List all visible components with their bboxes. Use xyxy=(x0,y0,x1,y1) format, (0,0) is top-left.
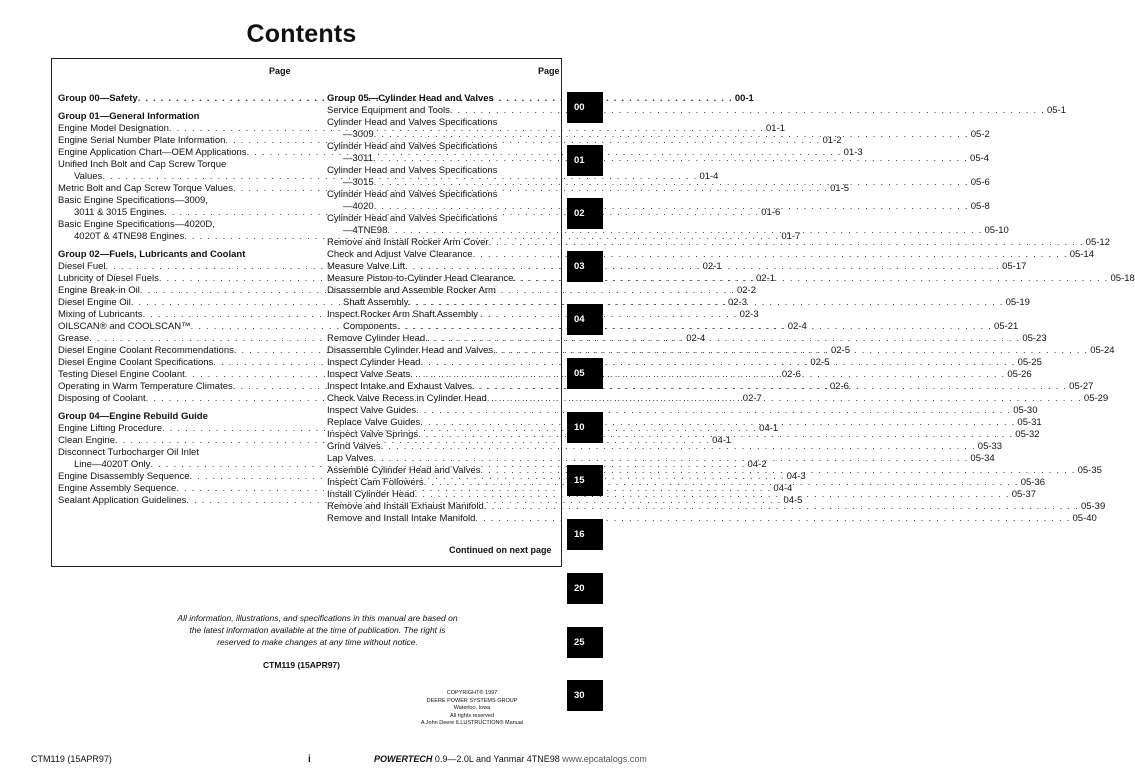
toc-leader-dots xyxy=(473,249,1068,261)
toc-entry-page: 05-8 xyxy=(970,201,990,212)
toc-entry-page: 05-1 xyxy=(1046,105,1066,116)
footer-watermark: www.epcatalogs.com xyxy=(562,754,647,764)
toc-entry-page: 01-7 xyxy=(781,231,801,242)
toc-entry-title: 4020T & 4TNE98 Engines xyxy=(74,231,185,242)
toc-entry-page: 05-31 xyxy=(1017,417,1042,428)
toc-entry-title: Inspect Intake and Exhaust Valves xyxy=(327,381,473,392)
toc-entry[interactable] xyxy=(327,441,1003,453)
toc-leader-dots xyxy=(420,357,1015,369)
toc-entry-page: 01-5 xyxy=(830,183,850,194)
footer-page-number: i xyxy=(308,754,311,765)
toc-entry-title: Check and Adjust Valve Clearance xyxy=(327,249,473,260)
continued-note: Continued on next page xyxy=(449,545,552,555)
toc-entry-title: Sealant Application Guidelines xyxy=(58,495,187,506)
toc-entry-line[interactable]: Cylinder Head and Valves Specifications xyxy=(327,213,498,224)
footer-doc-code: CTM119 (15APR97) xyxy=(31,754,112,764)
disclaimer xyxy=(120,612,515,648)
toc-entry-title: Grease xyxy=(58,333,90,344)
toc-entry-title: Mixing of Lubricants xyxy=(58,309,143,320)
toc-entry-page: 04-1 xyxy=(712,435,732,446)
toc-entry-page: 02-1 xyxy=(702,261,722,272)
toc-entry-title: Line—4020T Only xyxy=(74,459,151,470)
toc-entry-page: 05-27 xyxy=(1069,381,1094,392)
toc-leader-dots xyxy=(487,393,1082,405)
toc-entry-title: —4TNE98 xyxy=(343,225,388,236)
section-tab-25[interactable]: 25 xyxy=(567,627,603,658)
toc-entry-page: 01-2 xyxy=(822,135,842,146)
toc-entry-page: 05-6 xyxy=(970,177,990,188)
toc-entry[interactable] xyxy=(327,177,990,189)
copyright-block xyxy=(392,690,552,728)
toc-group-heading[interactable]: Group 01—General Information xyxy=(58,111,200,122)
toc-entry-line[interactable]: Cylinder Head and Valves Specifications xyxy=(327,117,498,128)
toc-entry-title: Values xyxy=(74,171,103,182)
toc-entry[interactable] xyxy=(327,237,1110,249)
toc-entry-title: Engine Application Chart—OEM Applications xyxy=(58,147,247,158)
toc-leader-dots xyxy=(475,513,1070,525)
toc-entry-title: Shaft Assembly xyxy=(343,297,409,308)
toc-entry-title: Engine Break-in Oil xyxy=(58,285,140,296)
toc-entry-title: Engine Disassembly Sequence xyxy=(58,471,190,482)
disclaimer-line: All information, illustrations, and specifications in this manual are based on xyxy=(177,613,458,623)
toc-leader-dots xyxy=(374,177,969,189)
page-column-header-left: Page xyxy=(269,66,291,76)
toc-entry-title: Diesel Engine Coolant Specifications xyxy=(58,357,214,368)
toc-entry-line[interactable]: Cylinder Head and Valves Specifications xyxy=(327,189,498,200)
footer-brand: POWERTECH xyxy=(374,754,433,764)
toc-leader-dots xyxy=(373,153,968,165)
toc-entry-title: Lubricity of Diesel Fuels xyxy=(58,273,159,284)
toc-entry-title: Engine Serial Number Plate Information xyxy=(58,135,226,146)
toc-entry-page: 04-4 xyxy=(773,483,793,494)
toc-entry-line[interactable]: Basic Engine Specifications—4020D, xyxy=(58,219,215,230)
toc-entry-title: Inspect Valve Guides xyxy=(327,405,417,416)
toc-entry-title: —4020 xyxy=(343,201,374,212)
page-column-header-right: Page xyxy=(538,66,560,76)
toc-leader-dots xyxy=(420,417,1015,429)
toc-entry-title: Service Equipment and Tools xyxy=(327,105,450,116)
toc-entry-title: Clean Engine xyxy=(58,435,116,446)
disclaimer-line: the latest information available at the time of publication. The right is xyxy=(189,625,446,635)
toc-entry-page: 01-3 xyxy=(843,147,863,158)
toc-entry-title: Diesel Engine Oil xyxy=(58,297,131,308)
toc-entry-title: Install Cylinder Head xyxy=(327,489,415,500)
section-tab-05[interactable]: 05 xyxy=(567,358,603,389)
toc-leader-dots xyxy=(493,345,1088,357)
toc-entry-page: 02-6 xyxy=(781,369,801,380)
toc-entry-page: 05-39 xyxy=(1080,501,1106,512)
toc-entry-title: Grind Valves xyxy=(327,441,381,452)
toc-entry-page: 05-32 xyxy=(1015,429,1040,440)
section-tab-01[interactable]: 01 xyxy=(567,145,603,176)
copyright-line: COPYRIGHT® 1997 xyxy=(446,690,498,696)
toc-leader-dots xyxy=(410,369,1005,381)
toc-entry-page: 05-17 xyxy=(1002,261,1027,272)
toc-entry-line[interactable]: Unified Inch Bolt and Cap Screw Torque xyxy=(58,159,227,170)
toc-entry-title: Remove and Install Rocker Arm Cover xyxy=(327,237,489,248)
toc-entry-title: —3011 xyxy=(343,153,373,164)
toc-leader-dots xyxy=(489,237,1084,249)
section-tab-20[interactable]: 20 xyxy=(567,573,603,604)
toc-entry-page: 05-21 xyxy=(993,321,1019,332)
toc-entry-page: 05-25 xyxy=(1017,357,1042,368)
section-tab-30[interactable]: 30 xyxy=(567,680,603,711)
toc-entry-page: 05-19 xyxy=(1005,297,1030,308)
toc-entry-title: Check Valve Recess in Cylinder Head xyxy=(327,393,487,404)
toc-leader-dots xyxy=(424,477,1019,489)
toc-entry-page: 02-4 xyxy=(686,333,706,344)
toc-entry[interactable] xyxy=(327,405,1038,417)
toc-group-heading[interactable]: Group 02—Fuels, Lubricants and Coolant xyxy=(58,249,246,260)
toc-entry-title: Inspect Cylinder Head xyxy=(327,357,421,368)
toc-group-heading[interactable]: Group 04—Engine Rebuild Guide xyxy=(58,411,208,422)
toc-entry-page: 00-1 xyxy=(734,93,754,104)
toc-entry-page: 04-5 xyxy=(783,495,803,506)
toc-entry-title: Testing Diesel Engine Coolant xyxy=(58,369,185,380)
toc-entry-page: 05-29 xyxy=(1083,393,1109,404)
section-tab-15[interactable]: 15 xyxy=(567,465,603,496)
toc-entry-page: 04-1 xyxy=(759,423,779,434)
toc-entry-page: 05-37 xyxy=(1011,489,1037,500)
section-tab-04[interactable]: 04 xyxy=(567,304,603,335)
toc-entry-title: Engine Assembly Sequence xyxy=(58,483,177,494)
toc-entry[interactable] xyxy=(327,153,990,165)
footer-manual-title xyxy=(374,754,647,764)
toc-leader-dots xyxy=(387,225,982,237)
footer-manual-name: 0.9—2.0L and Yanmar 4TNE98 xyxy=(432,754,560,764)
toc-entry-page: 05-40 xyxy=(1072,513,1097,524)
toc-entry-line[interactable]: Cylinder Head and Valves Specifications xyxy=(327,165,498,176)
toc-leader-dots xyxy=(374,201,969,213)
toc-leader-dots xyxy=(405,261,1000,273)
toc-entry[interactable] xyxy=(327,513,1097,525)
toc-entry-line[interactable]: Disconnect Turbocharger Oil Inlet xyxy=(58,447,199,458)
toc-entry-title: Lap Valves xyxy=(327,453,374,464)
toc-entry-page: 05-36 xyxy=(1020,477,1046,488)
toc-entry-title: Remove and Install Intake Manifold xyxy=(327,513,476,524)
toc-entry-title: Engine Model Designation xyxy=(58,123,169,134)
toc-leader-dots xyxy=(374,129,969,141)
toc-entry-page: 05-23 xyxy=(1022,333,1047,344)
toc-entry-page: 05-14 xyxy=(1069,249,1094,260)
toc-entry-line[interactable]: Disassemble and Assemble Rocker Arm xyxy=(327,285,496,296)
toc-entry-title: Disassemble Cylinder Head and Valves xyxy=(327,345,494,356)
toc-entry-title: Diesel Engine Coolant Recommendations xyxy=(58,345,234,356)
toc-entry-title: Diesel Fuel xyxy=(58,261,106,272)
toc-entry-title: OILSCAN® and COOLSCAN™ xyxy=(58,321,191,332)
toc-entry-page: 05-30 xyxy=(1013,405,1038,416)
toc-entry-title: Inspect Valve Springs xyxy=(327,429,419,440)
toc-entry-line[interactable]: Inspect Rocker Arm Shaft Assembly xyxy=(327,309,479,320)
toc-entry-page: 01-1 xyxy=(766,123,786,134)
toc-leader-dots xyxy=(415,489,1010,501)
copyright-line: A John Deere ILLUSTRUCTION® Manual xyxy=(420,720,524,726)
toc-leader-dots xyxy=(450,105,1045,117)
toc-leader-dots xyxy=(418,429,1013,441)
toc-entry-line[interactable]: Cylinder Head and Valves Specifications xyxy=(327,141,498,152)
toc-entry-page: 05-24 xyxy=(1090,345,1115,356)
disclaimer-line: reserved to make changes at any time without notice. xyxy=(217,637,418,647)
toc-entry-page: 05-12 xyxy=(1085,237,1110,248)
toc-entry-line[interactable]: Basic Engine Specifications—3009, xyxy=(58,195,208,206)
toc-entry-title: Inspect Valve Seats xyxy=(327,369,411,380)
copyright-line: Waterloo, Iowa xyxy=(453,705,491,711)
copyright-line: DEERE POWER SYSTEMS GROUP xyxy=(426,697,518,704)
toc-leader-dots xyxy=(472,381,1067,393)
toc-entry-page: 05-4 xyxy=(970,153,990,164)
toc-entry-page: 02-6 xyxy=(829,381,849,392)
toc-leader-dots xyxy=(416,405,1011,417)
toc-entry-page: 01-6 xyxy=(761,207,781,218)
toc-entry-title: Replace Valve Guides xyxy=(327,417,421,428)
toc-entry-title: Metric Bolt and Cap Screw Torque Values xyxy=(58,183,233,194)
toc-entry-title: Remove and Install Exhaust Manifold xyxy=(327,501,484,512)
toc-entry-title: Operating in Warm Temperature Climates xyxy=(58,381,233,392)
toc-entry-title: —3015 xyxy=(343,177,374,188)
toc-leader-dots xyxy=(373,453,968,465)
toc-entry-title: Measure Valve Lift xyxy=(327,261,405,272)
toc-entry-title: Group 00—Safety xyxy=(58,93,138,104)
section-tab-02[interactable]: 02 xyxy=(567,198,603,229)
toc-entry-page: 02-3 xyxy=(727,297,747,308)
section-tab-16[interactable]: 16 xyxy=(567,519,603,550)
toc-leader-dots xyxy=(425,333,1020,345)
toc-leader-dots xyxy=(381,441,976,453)
toc-entry-title: Inspect Cam Followers xyxy=(327,477,424,488)
document-code: CTM119 (15APR97) xyxy=(262,660,340,670)
toc-entry-page: 05-34 xyxy=(970,453,995,464)
toc-entry-page: 05-35 xyxy=(1077,465,1102,476)
copyright-line: All rights reserved xyxy=(449,712,495,719)
toc-entry-title: Components xyxy=(343,321,397,332)
toc-entry-page: 02-7 xyxy=(742,393,762,404)
toc-entry-page: 01-4 xyxy=(699,171,719,182)
toc-entry-page: 04-3 xyxy=(786,471,806,482)
toc-entry-title: 3011 & 3015 Engines xyxy=(74,207,165,218)
toc-leader-dots xyxy=(484,501,1079,513)
toc-entry-page: 05-33 xyxy=(977,441,1003,452)
section-tab-00[interactable]: 00 xyxy=(567,92,603,123)
toc-entry[interactable] xyxy=(327,501,1106,513)
page-title: Contents xyxy=(246,20,357,48)
toc-entry-page: 02-2 xyxy=(736,285,756,296)
toc-entry-page: 02-5 xyxy=(830,345,850,356)
toc-entry-title: Disposing of Coolant xyxy=(58,393,146,404)
toc-entry-title: —3009 xyxy=(343,129,374,140)
toc-entry-title: Assemble Cylinder Head and Valves xyxy=(327,465,481,476)
toc-entry-page: 02-5 xyxy=(810,357,830,368)
toc-group-heading[interactable]: Group 05—Cylinder Head and Valves xyxy=(327,93,494,104)
toc-leader-dots xyxy=(408,297,1003,309)
toc-entry-title: Measure Piston-to-Cylinder Head Clearance xyxy=(327,273,514,284)
toc-entry-page: 05-26 xyxy=(1007,369,1032,380)
toc-entry-page: 05-10 xyxy=(984,225,1009,236)
toc-entry-page: 02-4 xyxy=(787,321,807,332)
toc-entry-page: 02-3 xyxy=(739,309,759,320)
toc-entry-page: 05-2 xyxy=(970,129,990,140)
toc-entry-title: Engine Lifting Procedure xyxy=(58,423,163,434)
section-tab-03[interactable]: 03 xyxy=(567,251,603,282)
toc-entry[interactable] xyxy=(327,249,1094,261)
toc-leader-dots xyxy=(397,321,992,333)
toc-entry-page: 02-1 xyxy=(755,273,775,284)
section-tab-10[interactable]: 10 xyxy=(567,412,603,443)
toc-entry-title: Remove Cylinder Head xyxy=(327,333,426,344)
toc-entry-page: 05-18 xyxy=(1110,273,1135,284)
toc-entry-page: 04-2 xyxy=(747,459,767,470)
